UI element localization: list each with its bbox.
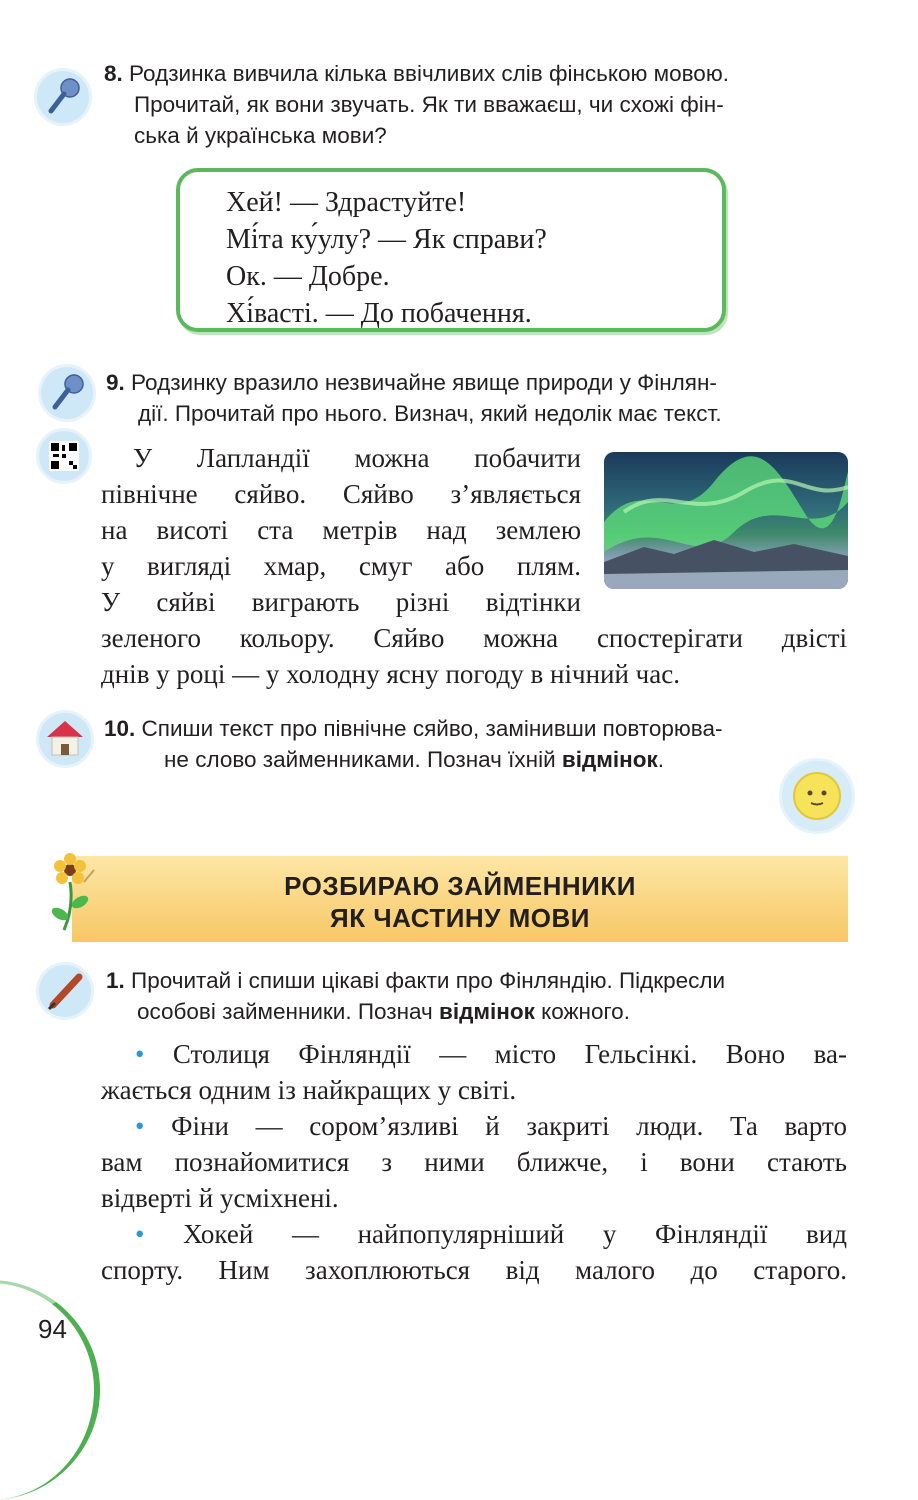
task1-instruction: 1. Прочитай і спиши цікаві факти про Фінляндію. Підкресли особові займенники. Познач відмінок кожного.: [106, 968, 726, 1024]
fact-line: відверті й усміхнені.: [101, 1183, 339, 1213]
house-icon: [36, 710, 94, 768]
bullet-icon: •: [135, 1039, 145, 1069]
task8-instruction: 8. Родзинка вивчила кілька ввічливих слів фінською мовою. Прочитай, як вони звучать. Як ти вважаєш, чи схожі фін- ська й українська мови?: [104, 61, 729, 148]
task10-number: 10.: [104, 716, 136, 741]
task8-number: 8.: [104, 61, 123, 86]
phrases-box: [176, 168, 726, 332]
bullet-icon: •: [135, 1111, 145, 1141]
page-number: 94: [38, 1314, 67, 1344]
fact-line: вам познайомитися з ними ближче, і вони стають: [101, 1147, 847, 1177]
microphone-icon: [34, 68, 92, 126]
finland-facts: [101, 1036, 847, 1288]
bullet-icon: •: [135, 1219, 145, 1249]
section-title-line2: ЯК ЧАСТИНУ МОВИ: [330, 903, 590, 933]
pen-icon: [36, 962, 94, 1020]
qr-code-icon[interactable]: [36, 428, 92, 484]
task10-instruction: 10. Спиши текст про північне сяйво, замінивши повторюва- не слово займенниками. Познач їхній відмінок.: [104, 716, 723, 772]
phrase-line: Ок. — Добре.: [226, 261, 390, 292]
fact-line: спорту. Ним захоплюються від малого до старого.: [101, 1255, 847, 1285]
task9-instruction: 9. Родзинку вразило незвичайне явище природи у Фінлян- дії. Прочитай про нього. Визнач, який недолік має текст.: [106, 370, 722, 426]
smiley-icon: [779, 758, 855, 834]
aurora-photo: [604, 452, 848, 589]
fact-line: • Столиця Фінляндії — місто Гельсінкі. Воно ва-: [135, 1039, 847, 1069]
page-corner-arc: [0, 1280, 100, 1500]
phrase-line: Хей! — Здрастуйте!: [226, 187, 467, 218]
fact-line: • Фіни — сором’язливі й закриті люди. Та варто: [135, 1111, 848, 1141]
phrase-line: Хі́васті. — До побачення.: [226, 298, 532, 329]
aurora-text: У Лапландії можна побачити північне сяйво. Сяйво з’являється на висоті ста метрів над землею у вигляді хмар, смуг або плям. У сяйві виграють різні відтінки зеленого кольору. Сяйво можна спостерігати двісті днів у році — у холодну ясну погоду в нічний час.: [101, 443, 847, 689]
task9-number: 9.: [106, 370, 125, 395]
section-banner: [72, 856, 848, 942]
flower-icon: [50, 852, 106, 932]
phrase-line: Мі́та ку́улу? — Як справи?: [226, 224, 547, 255]
fact-line: жається одним із найкращих у світі.: [101, 1075, 517, 1105]
task1-number: 1.: [106, 968, 125, 993]
section-title-line1: РОЗБИРАЮ ЗАЙМЕННИКИ: [284, 871, 636, 901]
microphone-icon: [38, 364, 96, 422]
fact-line: • Хокей — найпопулярніший у Фінляндії вид: [135, 1219, 847, 1249]
